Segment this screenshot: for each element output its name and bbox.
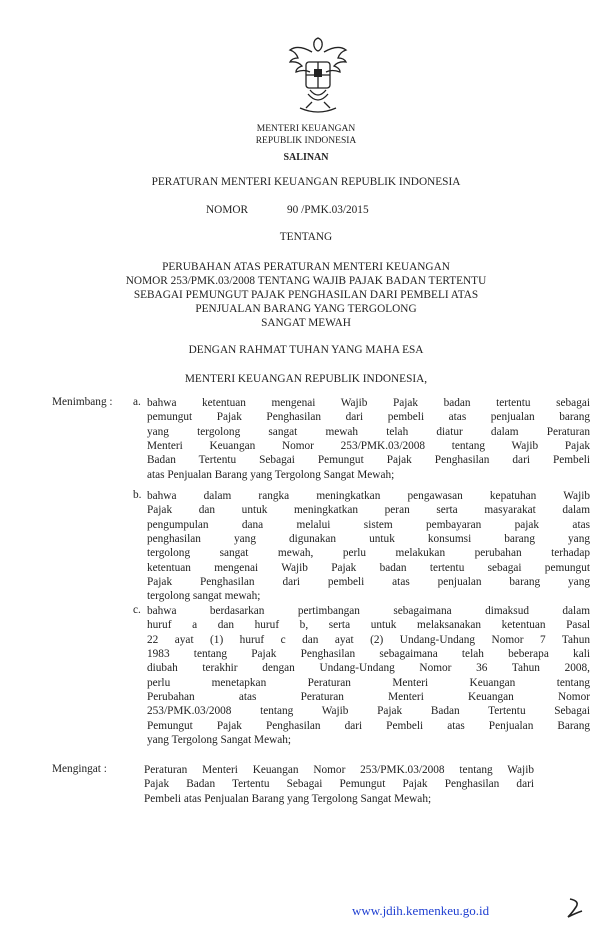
text-line: yang Tergolong Sangat Mewah; <box>147 734 292 747</box>
paraf-signature-icon <box>566 896 586 918</box>
garuda-emblem-icon <box>286 34 350 118</box>
mengingat-text <box>144 763 534 806</box>
text-line: tergolong sangat mewah; <box>147 590 261 603</box>
text-line: penghasilan yang digunakan untuk konsumsi barang yang <box>147 533 590 546</box>
text-line: huruf a dan huruf b, serta untuk melaksanakan ketentuan Pasal <box>147 619 590 632</box>
number-value: 90 /PMK.03/2015 <box>287 204 369 216</box>
item-marker: b. <box>133 489 142 501</box>
text-line: ketentuan mengenai Wajib Pajak badan tertentu sebagai pemungut <box>147 561 590 574</box>
text-line: Perubahan atas Peraturan Menteri Keuangan Nomor <box>147 691 590 704</box>
text-line: 253/PMK.03/2008 tentang Wajib Pajak Badan Tertentu Sebagai <box>147 705 590 718</box>
text-line: Menteri Keuangan Nomor 253/PMK.03/2008 tentang Wajib Pajak <box>147 440 590 453</box>
menimbang-label: Menimbang : <box>52 396 113 408</box>
text-line: atas Penjualan Barang yang Tergolong Sangat Mewah; <box>147 468 395 481</box>
text-line: bahwa ketentuan mengenai Wajib Pajak badan tertentu sebagai <box>147 397 590 409</box>
copy-label: SALINAN <box>283 152 329 163</box>
mengingat-label: Mengingat : <box>52 763 107 775</box>
menimbang-item <box>147 604 590 747</box>
text-line: tergolong sangat mewah, perlu melakukan perubahan terhadap <box>147 547 590 560</box>
text-line: 1983 tentang Pajak Penghasilan sebagaimana telah beberapa kali <box>147 648 590 661</box>
about-label: TENTANG <box>279 231 333 243</box>
text-line: bahwa berdasarkan pertimbangan sebagaimana dimaksud dalam <box>147 605 590 617</box>
text-line: Pajak dan untuk meningkatkan peran serta masyarakat dalam <box>147 504 590 517</box>
text-line: Pajak Badan Tertentu Sebagai Pemungut Pajak Penghasilan dari <box>144 778 534 791</box>
subject <box>0 260 612 330</box>
authority: MENTERI KEUANGAN REPUBLIK INDONESIA, <box>184 373 428 385</box>
regulation-title: PERATURAN MENTERI KEUANGAN REPUBLIK INDONESIA <box>151 176 461 188</box>
text-line: Pajak Penghasilan dari pembeli atas penjualan barang yang <box>147 576 590 589</box>
item-marker: a. <box>133 396 141 408</box>
subject-line: PENJUALAN BARANG YANG TERGOLONG <box>195 303 417 315</box>
text-line: Badan Tertentu Sebagai Pemungut Pajak Penghasilan dari Pembeli <box>147 454 590 467</box>
ministry-name: MENTERI KEUANGAN <box>256 124 356 134</box>
subject-line: SEBAGAI PEMUNGUT PAJAK PENGHASILAN DARI PEMBELI ATAS <box>133 289 479 301</box>
text-line: Pembeli atas Penjualan Barang yang Tergolong Sangat Mewah; <box>144 792 432 805</box>
subject-line: NOMOR 253/PMK.03/2008 TENTANG WAJIB PAJAK BADAN TERTENTU <box>125 275 487 287</box>
text-line: Pemungut Pajak Penghasilan dari Pembeli atas Penjualan Barang <box>147 719 590 732</box>
subject-line: PERUBAHAN ATAS PERATURAN MENTERI KEUANGAN <box>162 261 450 273</box>
text-line: yang tergolong sangat mewah telah diatur dalam Peraturan <box>147 425 590 438</box>
text-line: pengumpulan dana melalui sistem pembayaran pajak atas <box>147 518 590 531</box>
country-name: REPUBLIK INDONESIA <box>255 136 357 146</box>
footer-url-link[interactable]: www.jdih.kemenkeu.go.id <box>352 903 490 918</box>
menimbang-item <box>147 396 590 482</box>
menimbang-item <box>147 489 590 604</box>
text-line: diubah terakhir dengan Undang-Undang Nomor 36 Tahun 2008, <box>147 662 590 675</box>
text-line: bahwa dalam rangka meningkatkan pengawasan kepatuhan Wajib <box>147 490 590 502</box>
text-line: 22 ayat (1) huruf c dan ayat (2) Undang-Undang Nomor 7 Tahun <box>147 633 590 646</box>
text-line: pemungut Pajak Penghasilan dari pembeli atas penjualan barang <box>147 411 590 424</box>
invocation: DENGAN RAHMAT TUHAN YANG MAHA ESA <box>188 344 424 356</box>
subject-line: SANGAT MEWAH <box>261 317 351 329</box>
text-line: perlu menetapkan Peraturan Menteri Keuangan tentang <box>147 676 590 689</box>
number-label: NOMOR <box>206 204 249 216</box>
item-marker: c. <box>133 604 141 616</box>
text-line: Peraturan Menteri Keuangan Nomor 253/PMK.03/2008 tentang Wajib <box>144 764 534 776</box>
